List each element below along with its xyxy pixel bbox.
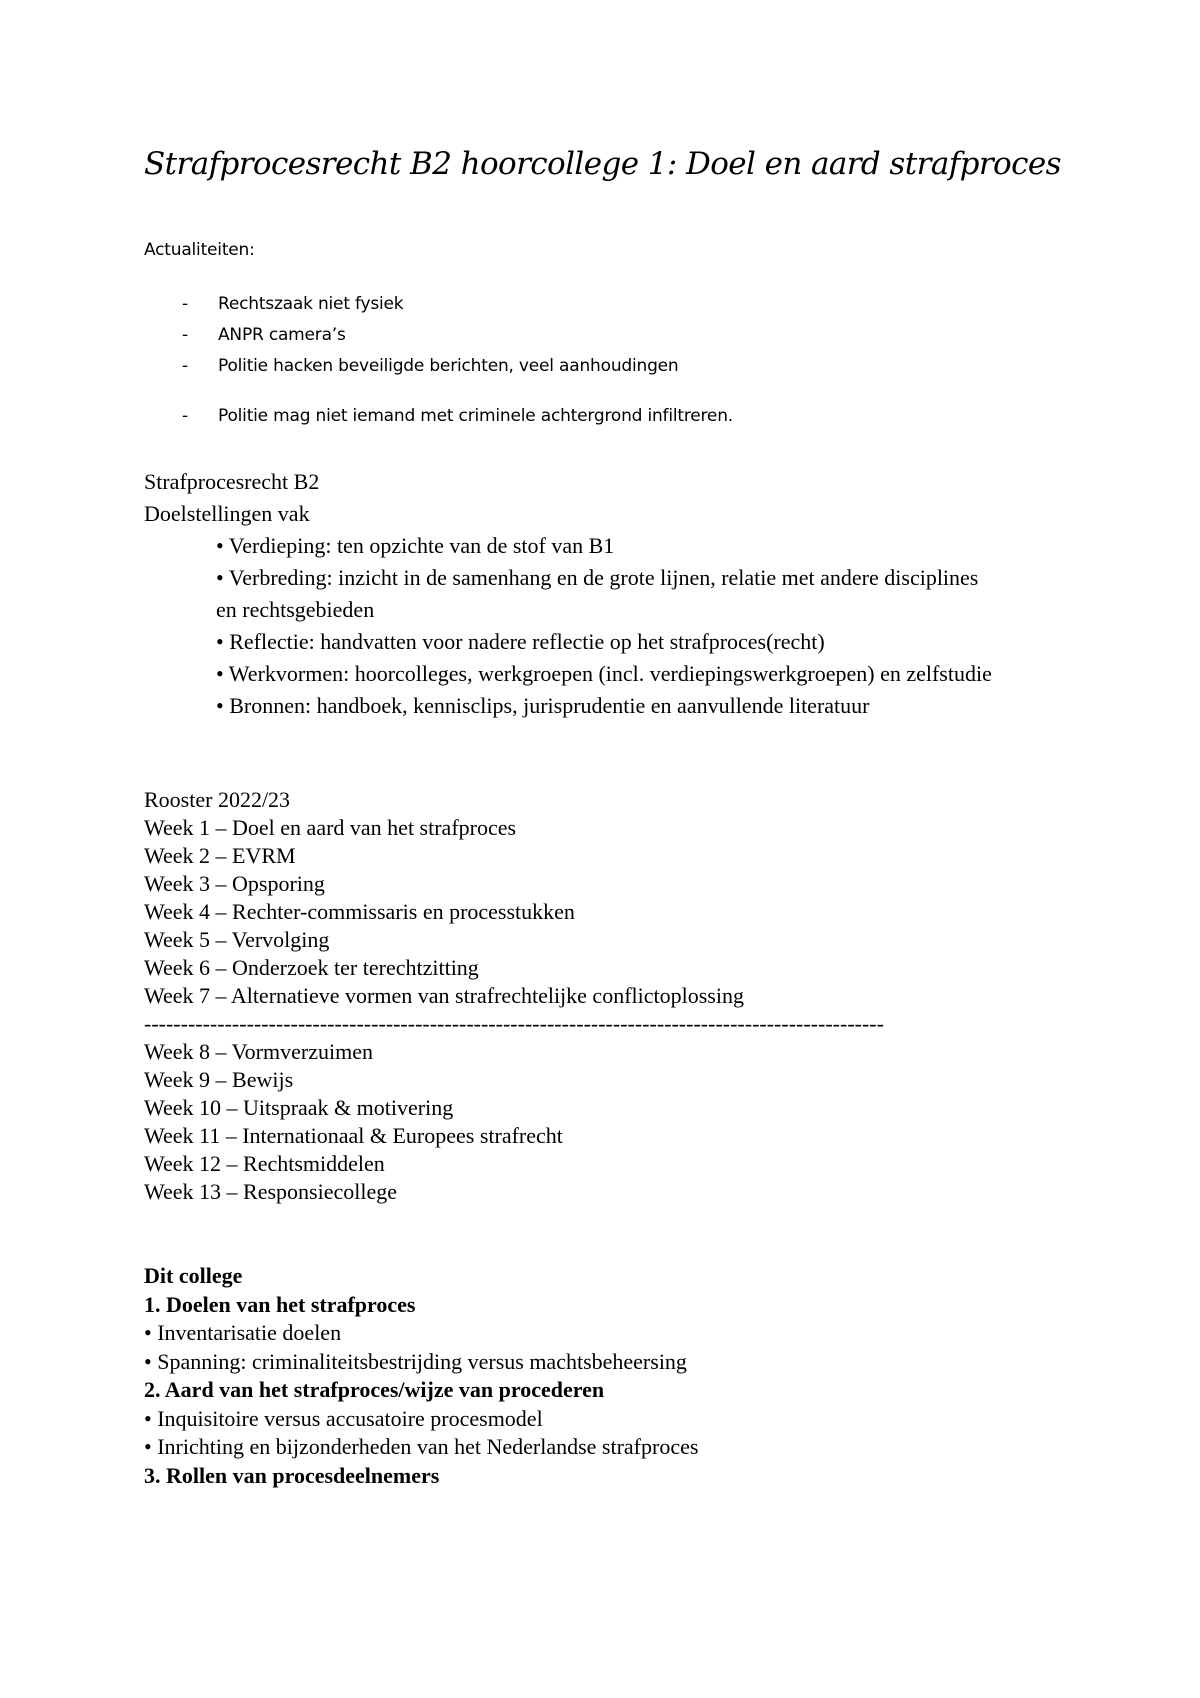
list-item: Week 7 – Alternatieve vormen van strafrechtelijke conflictoplossing <box>144 983 744 1008</box>
list-item: Week 4 – Rechter-commissaris en processtukken <box>144 899 575 924</box>
document-title: Strafprocesrecht B2 hoorcollege 1: Doel en aard strafproces <box>144 146 1061 182</box>
course-header <box>144 466 319 530</box>
list-item: Week 5 – Vervolging <box>144 927 330 952</box>
dash-marker: - <box>182 356 188 376</box>
list-item: • Inventarisatie doelen <box>144 1320 342 1345</box>
section-title: 1. Doelen van het strafproces <box>144 1291 416 1317</box>
list-item: • Verbreding: inzicht in de samenhang en de grote lijnen, relatie met andere disciplines en rechtsgebieden <box>216 565 979 622</box>
section-title: 3. Rollen van procesdeelnemers <box>144 1462 440 1488</box>
dit-college-section <box>144 1262 698 1490</box>
list-item: Week 3 – Opsporing <box>144 871 325 896</box>
list-item: • Inquisitoire versus accusatoire procesmodel <box>144 1405 543 1431</box>
list-item: Week 9 – Bewijs <box>144 1067 294 1092</box>
list-item: • Bronnen: handboek, kennisclips, jurisprudentie en aanvullende literatuur <box>216 693 870 718</box>
dit-college-heading: Dit college <box>144 1263 243 1288</box>
course-heading: Strafprocesrecht B2 <box>144 469 320 494</box>
list-item: Week 6 – Onderzoek ter terechtzitting <box>144 955 479 980</box>
list-item-text: Rechtszaak niet fysiek <box>218 294 404 314</box>
dash-marker: - <box>182 325 188 345</box>
list-item-text: ANPR camera’s <box>218 325 346 345</box>
section-title: 2. Aard van het strafproces/wijze van procederen <box>144 1377 605 1402</box>
separator-line: ----------------------------------------------------------------------------------------------------- <box>144 1011 884 1036</box>
list-item-text: Politie hacken beveiligde berichten, veel aanhoudingen <box>218 356 679 376</box>
goals-subheading: Doelstellingen vak <box>144 501 310 526</box>
list-item: Week 13 – Responsiecollege <box>144 1179 397 1204</box>
list-item: • Werkvormen: hoorcolleges, werkgroepen (incl. verdiepingswerkgroepen) en zelfstudie <box>216 661 992 686</box>
rooster-heading: Rooster 2022/23 <box>144 787 291 812</box>
list-item: • Reflectie: handvatten voor nadere reflectie op het strafproces(recht) <box>216 629 825 654</box>
dash-marker: - <box>182 406 188 426</box>
list-item: Week 12 – Rechtsmiddelen <box>144 1151 385 1176</box>
dash-marker: - <box>182 294 188 314</box>
list-item: • Inrichting en bijzonderheden van het Nederlandse strafproces <box>144 1434 699 1459</box>
list-item: Week 8 – Vormverzuimen <box>144 1039 373 1064</box>
goals-list <box>216 530 996 722</box>
list-item: Week 11 – Internationaal & Europees strafrecht <box>144 1123 563 1148</box>
list-item: Week 1 – Doel en aard van het strafproces <box>144 815 517 840</box>
rooster-list <box>144 786 884 1206</box>
actualiteiten-label: Actualiteiten: <box>144 240 255 260</box>
list-item: Week 10 – Uitspraak & motivering <box>144 1095 454 1120</box>
list-item: Week 2 – EVRM <box>144 843 296 868</box>
list-item-text: Politie mag niet iemand met criminele achtergrond infiltreren. <box>218 406 733 426</box>
list-item: • Spanning: criminaliteitsbestrijding versus machtsbeheersing <box>144 1348 687 1374</box>
list-item: • Verdieping: ten opzichte van de stof van B1 <box>216 533 615 558</box>
